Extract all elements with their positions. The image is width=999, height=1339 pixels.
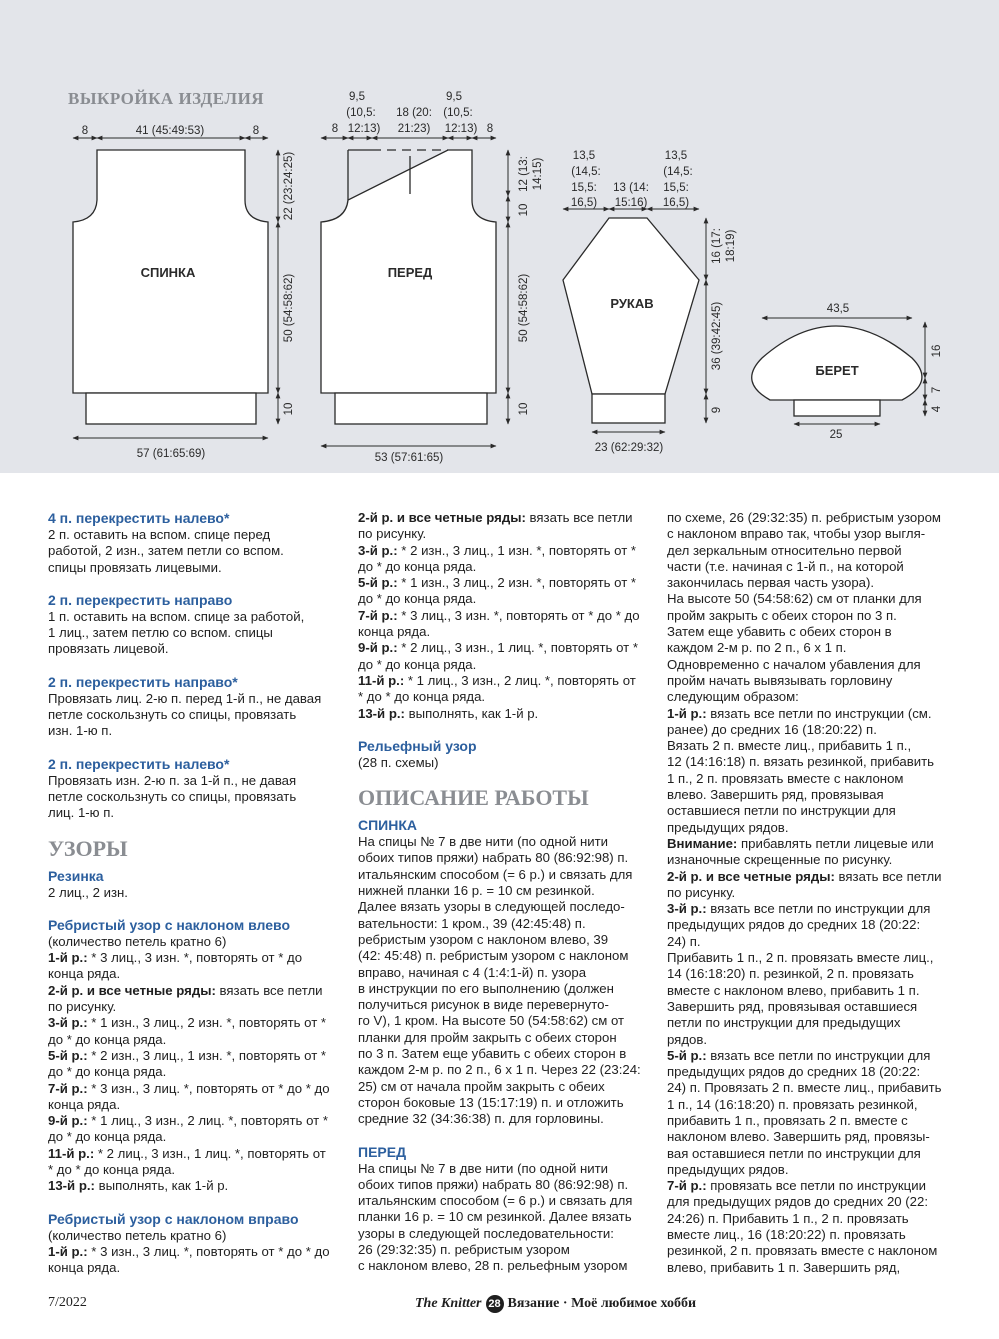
dim-text: 13,5	[664, 150, 688, 162]
text-line: 2-й р. и все четные ряды: вязать все петли	[667, 868, 942, 884]
dim-text: 15:16)	[614, 197, 648, 209]
text-line: пройм начать вывязывать горловину	[667, 672, 893, 688]
text-line: 9-й р.: * 1 лиц., 3 изн., 2 лиц. *, повторять от *	[48, 1113, 328, 1129]
text-line: по 3 п. Затем еще убавить с обеих сторон в	[358, 1046, 627, 1062]
section-heading: 2 п. перекрестить направо	[48, 591, 233, 608]
text-line: 11-й р.: * 1 лиц., 3 изн., 2 лиц. *, повторять от	[358, 672, 636, 688]
text-line: 1 лиц., затем петлю со вспом. спицы	[48, 625, 273, 641]
dim-text: 25	[829, 429, 843, 441]
footer-brand	[415, 1293, 696, 1315]
text-line: ребристым узором с наклоном влево, 39	[358, 931, 609, 947]
text-line: прибавить 1 п., провязать 2 п. вместе с	[667, 1112, 908, 1128]
schematic-drawing	[0, 0, 999, 473]
text-line: конца ряда.	[48, 1260, 121, 1276]
text-line: Далее вязать узоры в следующей последо-	[358, 899, 625, 915]
text-line: 7-й р.: * 3 изн., 3 лиц. *, повторять от * до * до	[48, 1080, 330, 1096]
text-line: с наклоном вправо так, чтобы узор выгля-	[667, 526, 926, 542]
text-line: дел зеркальным относительно первой	[667, 542, 902, 558]
text-line: (28 п. схемы)	[358, 754, 439, 770]
text-line: 1 п. оставить на вспом. спице за работой,	[48, 608, 305, 624]
dim-text: 23 (62:29:32)	[594, 442, 664, 454]
dim-text: 16,5)	[662, 197, 690, 209]
dim-text: 15,5:	[663, 182, 689, 194]
text-line: Провязать лиц. 2-ю п. перед 1-й п., не давая	[48, 690, 322, 706]
text-line: 26 (29:32:35) п. ребристым узором	[358, 1241, 570, 1257]
text-line: предыдущих рядов.	[667, 1161, 789, 1177]
text-line: по рисунку.	[358, 526, 427, 542]
dim-text: 10	[283, 402, 295, 416]
page-number: 28	[486, 1295, 504, 1313]
text-line: (42: 45:48) п. ребристым узором с наклоном	[358, 948, 629, 964]
text-line: оставшиеся петли по инструкции для	[667, 803, 896, 819]
schematic-title: ВЫКРОЙКА ИЗДЕЛИЯ	[68, 89, 265, 108]
dim-text: 41 (45:49:53)	[135, 125, 205, 137]
dim-text: 9	[711, 406, 723, 414]
text-line: 25) см от начала пройм закрыть с обеих	[358, 1078, 605, 1094]
text-line: для предыдущих рядов до средних 20 (22:	[667, 1194, 928, 1210]
text-line: конца ряда.	[358, 624, 431, 640]
text-line: до * до конца ряда.	[358, 591, 477, 607]
text-line: предыдущих рядов до средних 18 (20:22:	[667, 917, 921, 933]
dim-text: 53 (57:61:65)	[374, 452, 444, 464]
text-line: 3-й р.: * 2 изн., 3 лиц., 1 изн. *, повторять от *	[358, 542, 637, 558]
text-line: закончилась первая часть узора).	[667, 575, 875, 591]
text-line: го V), 1 кром. На высоте 50 (54:58:62) см от	[358, 1013, 625, 1029]
text-line: петли по инструкции для предыдущих	[667, 1015, 901, 1031]
text-line: 13-й р.: выполнять, как 1-й р.	[358, 705, 539, 721]
section-heading: Ребристый узор с наклоном вправо	[48, 1210, 299, 1227]
dim-text: 8	[331, 123, 339, 135]
text-line: обоих типов пряжи) набрать 80 (86:92:98) п.	[358, 1176, 629, 1192]
text-line: петле соскользнуть со спицы, провязать	[48, 707, 297, 723]
text-line: 24:26) п. Прибавить 1 п., 2 п. провязать	[667, 1210, 909, 1226]
text-line: получиться рисунок в виде перевернуто-	[358, 997, 609, 1013]
text-line: до * до конца ряда.	[48, 1129, 167, 1145]
dim-text: (10,5:	[443, 107, 473, 119]
section-heading: Рельефный узор	[358, 737, 477, 754]
dim-text: 50 (54:58:62)	[518, 273, 530, 343]
beret-band	[794, 400, 880, 416]
dim-text: 13 (14:	[613, 182, 649, 194]
text-line: 5-й р.: * 2 изн., 3 лиц., 1 изн. *, повторять от *	[48, 1047, 327, 1063]
dim-text: 9,5	[349, 91, 365, 103]
text-line: 7-й р.: * 3 лиц., 3 изн. *, повторять от * до * до	[358, 607, 640, 623]
text-line: итальянским способом (= 6 р.) и связать для	[358, 1193, 633, 1209]
page-footer	[0, 1293, 999, 1315]
text-line: 5-й р.: вязать все петли по инструкции для	[667, 1047, 931, 1063]
dim-text: 10	[518, 402, 530, 416]
text-line: 3-й р.: * 1 изн., 3 лиц., 2 изн. *, повторять от *	[48, 1015, 327, 1031]
text-line: 9-й р.: * 2 лиц., 3 изн., 1 лиц. *, повторять от *	[358, 640, 638, 656]
section-title-description: ОПИСАНИЕ РАБОТЫ	[358, 785, 589, 811]
text-line: * до * до конца ряда.	[48, 1162, 176, 1178]
text-line: предыдущих рядов.	[667, 819, 789, 835]
text-line: 13-й р.: выполнять, как 1-й р.	[48, 1178, 229, 1194]
dim-text: 13,5	[572, 150, 596, 162]
text-line: лиц. 1-ю п.	[48, 805, 115, 821]
text-line: части (т.е. начиная с 1-й п., на которой	[667, 558, 904, 574]
text-line: 1 п., 14 (16:18:20) п. провязать резинкой,	[667, 1096, 918, 1112]
text-line: планки 16 р. = 10 см резинкой. Далее вязать	[358, 1209, 632, 1225]
back-band	[86, 393, 256, 424]
text-line: вместе с наклоном влево, прибавить 1 п.	[667, 982, 920, 998]
dim-text: 7	[931, 386, 943, 394]
text-line: 7-й р.: провязать все петли по инструкции	[667, 1178, 926, 1194]
section-heading: Ребристый узор с наклоном влево	[48, 916, 291, 933]
text-line: Одновременно с началом убавления для	[667, 656, 921, 672]
back-instructions	[358, 834, 654, 1127]
text-line: На высоте 50 (54:58:62) см от планки для	[667, 591, 922, 607]
text-line: с наклоном влево, 28 п. рельефным узором	[358, 1258, 628, 1274]
text-line: 2 п. оставить на вспом. спице перед	[48, 527, 271, 542]
text-line: 24) п.	[667, 933, 701, 949]
text-line: наклоном влево. Завершить ряд, провязы-	[667, 1129, 930, 1145]
text-line: Затем еще убавить с обеих сторон в	[667, 624, 892, 640]
text-line: каждом 2-м р. по 2 п., 6 х 1 п. Через 22 (23:24:	[358, 1062, 641, 1078]
text-line: Прибавить 1 п., 2 п. провязать вместе лиц.,	[667, 950, 934, 966]
sleeve-label: РУКАВ	[610, 296, 654, 311]
dim-text: 12:13)	[347, 123, 381, 135]
section-heading-front: ПЕРЕД	[358, 1143, 407, 1160]
text-line: * до * до конца ряда.	[358, 689, 486, 705]
dim-text: 14:15)	[532, 157, 544, 191]
text-line: 5-й р.: * 1 изн., 3 лиц., 2 изн. *, повторять от *	[358, 575, 637, 591]
text-line: работой, 2 изн., затем петли со вспом.	[48, 543, 284, 559]
text-column-2	[358, 510, 654, 1275]
text-line: (количество петель кратно 6)	[48, 1227, 227, 1243]
text-line: влево. Завершить ряд, провязывая	[667, 787, 884, 803]
text-line: сторон боковые 13 (15:17:19) п. и отложить	[358, 1094, 624, 1110]
text-line: узоры в следующей последовательности:	[358, 1225, 614, 1241]
text-line: конца ряда.	[48, 1096, 121, 1112]
sleeve-band	[592, 394, 665, 423]
text-line: следующим образом:	[667, 689, 799, 705]
text-line: вая оставшиеся петли по инструкции для	[667, 1145, 921, 1161]
text-line: 1 п., 2 п. провязать вместе с наклоном	[667, 770, 904, 786]
dim-text: 50 (54:58:62)	[283, 273, 295, 343]
text-line: до * до конца ряда.	[358, 558, 477, 574]
text-line: ранее) до средних 16 (18:20:22) п.	[667, 721, 877, 737]
text-line: вправо, начиная с 4 (1:4:1-й) п. узора	[358, 964, 587, 980]
text-line: по схеме, 26 (29:32:35) п. ребристым узором	[667, 510, 942, 525]
pattern-schematic	[0, 0, 999, 473]
text-line: по рисунку.	[48, 999, 117, 1015]
text-line: предыдущих рядов до средних 18 (20:22:	[667, 1064, 921, 1080]
dim-text: 12:13)	[444, 123, 478, 135]
dim-text: 12 (13:	[518, 156, 530, 192]
text-line: 14 (16:18:20) п. резинкой, 2 п. провязать	[667, 966, 914, 982]
text-line: до * до конца ряда.	[48, 1031, 167, 1047]
dim-text: 18:19)	[725, 229, 737, 263]
text-line: (количество петель кратно 6)	[48, 933, 227, 949]
text-line: по рисунку.	[667, 884, 736, 900]
text-line: 1-й р.: * 3 лиц., 3 изн. *, повторять от * до	[48, 950, 303, 966]
text-line: средние 32 (34:36:38) п. для горловины.	[358, 1111, 604, 1127]
text-line: 2 лиц., 2 изн.	[48, 884, 128, 900]
dim-text: (14,5:	[571, 166, 601, 178]
text-line: нижней планки 16 р. = 10 см резинкой.	[358, 883, 595, 899]
dim-text: 9,5	[446, 91, 462, 103]
text-line: На спицы № 7 в две нити (по одной нити	[358, 1160, 609, 1176]
text-line: 2-й р. и все четные ряды: вязать все петли	[358, 510, 633, 525]
issue-number: 7/2022	[48, 1295, 87, 1310]
dim-text: 36 (39:42:45)	[711, 301, 723, 371]
text-line: 11-й р.: * 2 лиц., 3 изн., 1 лиц. *, повторять от	[48, 1145, 326, 1161]
dim-text: 18 (20:	[396, 107, 432, 119]
front-band	[335, 393, 487, 424]
text-line: 12 (14:16:18) п. вязать резинкой, прибавить	[667, 754, 934, 770]
beret-label: БЕРЕТ	[815, 363, 859, 378]
text-line: обоих типов пряжи) набрать 80 (86:92:98) п.	[358, 850, 629, 866]
text-line: Вязать 2 п. вместе лиц., прибавить 1 п.,	[667, 738, 912, 754]
text-line: до * до конца ряда.	[48, 1064, 167, 1080]
dim-text: 21:23)	[397, 123, 431, 135]
section-title-patterns: УЗОРЫ	[48, 835, 128, 861]
dim-text: 10	[518, 203, 530, 217]
text-line: спицы провязать лицевыми.	[48, 559, 222, 575]
front-instructions	[358, 1161, 654, 1275]
text-line: в инструкции по его выполнению (должен	[358, 980, 614, 996]
text-line: провязать лицевой.	[48, 641, 169, 657]
text-line: вательности: 1 кром., 39 (42:45:48) п.	[358, 915, 586, 931]
dim-text: (14,5:	[663, 166, 693, 178]
text-line: Провязать изн. 2-ю п. за 1-й п., не давая	[48, 772, 297, 788]
section-heading: 2 п. перекрестить налево*	[48, 755, 230, 772]
back-label: СПИНКА	[140, 265, 196, 280]
magazine-tagline: Вязание · Моё любимое хобби	[507, 1296, 697, 1311]
text-line: пройм закрыть с обеих сторон по 3 п.	[667, 607, 897, 623]
section-heading: 4 п. перекрестить налево*	[48, 510, 230, 526]
text-line: каждом 2-м р. по 2 п., 6 х 1 п.	[667, 640, 847, 656]
section-heading: 2 п. перекрестить направо*	[48, 673, 238, 690]
dim-text: (10,5:	[346, 107, 376, 119]
section-heading: Резинка	[48, 867, 104, 884]
text-line: до * до конца ряда.	[358, 656, 477, 672]
dim-text: 16 (17:	[711, 228, 723, 264]
dim-text: 4	[931, 405, 943, 413]
text-line: планки для пройм закрыть с обеих сторон	[358, 1029, 617, 1045]
dim-text: 43,5	[826, 303, 850, 315]
text-line: 1-й р.: вязать все петли по инструкции (см.	[667, 705, 932, 721]
front-label: ПЕРЕД	[387, 265, 433, 280]
text-line: Внимание: прибавлять петли лицевые или	[667, 835, 934, 851]
dim-text: 16,5)	[570, 197, 598, 209]
dim-text: 16	[931, 344, 943, 358]
section-heading-back: СПИНКА	[358, 817, 418, 834]
dim-text: 8	[486, 123, 494, 135]
dim-text: 8	[81, 125, 89, 137]
text-line: изн. 1-ю п.	[48, 723, 113, 739]
text-line: вместе лиц., 16 (18:20:22) п. провязать	[667, 1227, 906, 1243]
text-line: На спицы № 7 в две нити (по одной нити	[358, 834, 609, 850]
dim-text: 8	[252, 125, 260, 137]
dim-text: 22 (23:24:25)	[283, 151, 295, 221]
dim-text: 15,5:	[571, 182, 597, 194]
text-line: изнаночные скрещенные по рисунку.	[667, 852, 893, 868]
text-line: 3-й р.: вязать все петли по инструкции для	[667, 901, 931, 917]
text-line: итальянским способом (= 6 р.) и связать для	[358, 866, 633, 882]
dim-text: 57 (61:65:69)	[136, 448, 206, 460]
text-line: 1-й р.: * 3 изн., 3 лиц. *, повторять от * до * до	[48, 1243, 330, 1259]
text-column-1	[48, 510, 343, 1277]
text-line: 24) п. Провязать 2 п. вместе лиц., прибавить	[667, 1080, 942, 1096]
text-line: влево, прибавить 1 п. Завершить ряд,	[667, 1259, 901, 1275]
text-line: конца ряда.	[48, 966, 121, 982]
text-line: 2-й р. и все четные ряды: вязать все петли	[48, 982, 323, 998]
text-line: резинкой, 2 п. провязать вместе с наклоном	[667, 1243, 938, 1259]
text-line: рядов.	[667, 1031, 708, 1047]
text-line: Завершить ряд, провязывая оставшиеся	[667, 998, 918, 1014]
magazine-name: The Knitter	[415, 1296, 482, 1311]
text-column-3	[667, 510, 967, 1276]
text-line: петле соскользнуть со спицы, провязать	[48, 788, 297, 804]
